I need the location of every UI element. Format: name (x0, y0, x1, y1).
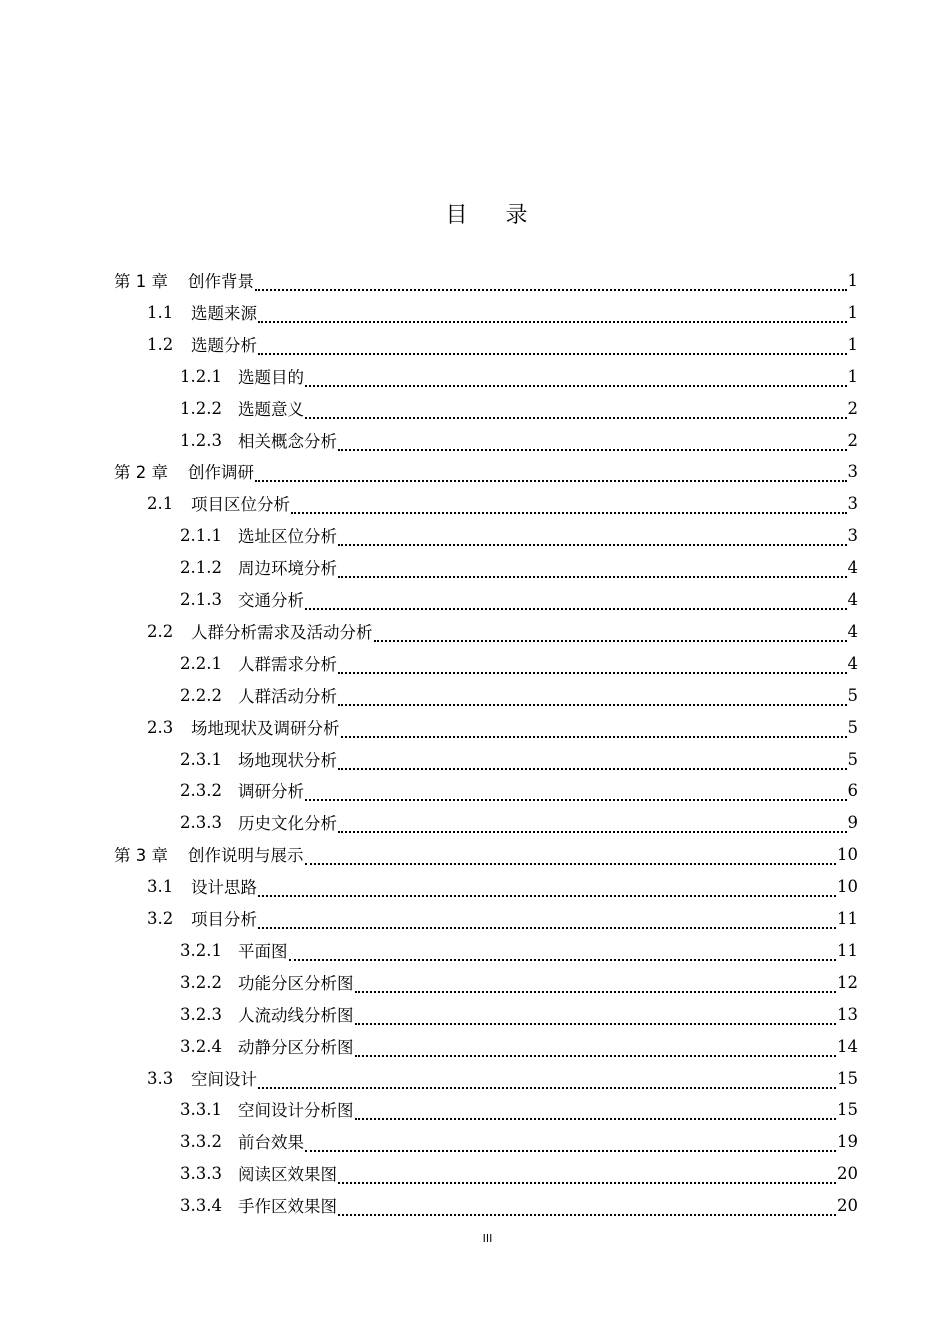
toc-entry-number: 3.3.3 (180, 1163, 222, 1183)
toc-entry[interactable] (180, 1093, 858, 1125)
toc-entry-label: 创作背景 (188, 272, 254, 291)
toc-entry-number: 1.2 (147, 334, 174, 354)
toc-dot-leader (338, 1200, 836, 1216)
toc-entry-number: 3.2.2 (180, 972, 222, 992)
toc-entry[interactable] (180, 1157, 858, 1189)
toc-entry-page: 1 (847, 366, 858, 386)
toc-entry-label: 人群活动分析 (238, 687, 337, 706)
toc-entry[interactable] (147, 711, 858, 743)
toc-entry-number: 3.2.3 (180, 1004, 222, 1024)
toc-dot-leader (341, 722, 847, 738)
toc-entry[interactable] (180, 424, 858, 456)
toc-entry-page: 4 (847, 557, 858, 577)
toc-dot-leader (255, 275, 847, 291)
toc-entry-page: 4 (847, 621, 858, 641)
page-title: 目 录 (445, 203, 530, 228)
toc-entry-number: 2.1.1 (180, 525, 222, 545)
toc-entry-number: 2.3.3 (180, 812, 222, 832)
toc-dot-leader (258, 881, 836, 897)
toc-entry-page: 13 (837, 1004, 858, 1024)
toc-entry[interactable] (180, 998, 858, 1030)
toc-entry[interactable] (180, 934, 858, 966)
toc-entry-number: 2.2.2 (180, 685, 222, 705)
toc-entry[interactable] (180, 519, 858, 551)
toc-entry-page: 5 (847, 685, 858, 705)
toc-entry-number: 3.1 (147, 876, 174, 896)
toc-entry[interactable] (180, 806, 858, 838)
toc-entry-number: 3.2.1 (180, 940, 222, 960)
toc-dot-leader (355, 1104, 837, 1120)
toc-entry[interactable] (114, 455, 858, 487)
toc-entry-page: 1 (847, 302, 858, 322)
toc-entry-label: 项目分析 (191, 910, 257, 929)
toc-entry-label: 选题分析 (191, 336, 257, 355)
toc-entry-page: 14 (837, 1036, 858, 1056)
toc-entry-number: 2.2.1 (180, 653, 222, 673)
toc-entry-label: 相关概念分析 (238, 432, 337, 451)
toc-entry-page: 2 (847, 398, 858, 418)
toc-entry-page: 15 (837, 1068, 858, 1088)
toc-entry-label: 项目区位分析 (191, 495, 290, 514)
toc-entry-page: 3 (847, 525, 858, 545)
toc-entry-page: 15 (837, 1099, 858, 1119)
toc-entry-page: 3 (847, 461, 858, 481)
toc-entry[interactable] (180, 392, 858, 424)
toc-dot-leader (305, 594, 847, 610)
toc-entry-number: 3.3.2 (180, 1131, 222, 1151)
toc-dot-leader (374, 626, 847, 642)
toc-entry-number: 第 2 章 (114, 463, 168, 482)
toc-entry[interactable] (180, 1189, 858, 1221)
toc-entry-label: 周边环境分析 (238, 559, 337, 578)
toc-entry-page: 1 (847, 270, 858, 290)
toc-entry[interactable] (147, 328, 858, 360)
toc-entry-label: 调研分析 (238, 782, 304, 801)
toc-entry-number: 3.3.1 (180, 1099, 222, 1119)
toc-dot-leader (338, 817, 847, 833)
toc-entry-label: 选题目的 (238, 368, 304, 387)
toc-dot-leader (338, 658, 847, 674)
toc-dot-leader (338, 530, 847, 546)
toc-entry[interactable] (180, 583, 858, 615)
toc-dot-leader (305, 849, 837, 865)
toc-entry-label: 人群需求分析 (238, 655, 337, 674)
toc-entry-page: 5 (847, 749, 858, 769)
toc-dot-leader (355, 1041, 837, 1057)
toc-entry-number: 2.2 (147, 621, 174, 641)
toc-dot-leader (258, 339, 847, 355)
toc-dot-leader (338, 435, 847, 451)
toc-entry-label: 平面图 (238, 942, 288, 961)
toc-dot-leader (305, 1136, 836, 1152)
toc-entry[interactable] (180, 1125, 858, 1157)
toc-entry[interactable] (147, 1062, 858, 1094)
toc-entry[interactable] (180, 1030, 858, 1062)
toc-entry-number: 2.1 (147, 493, 174, 513)
toc-entry-label: 空间设计 (191, 1070, 257, 1089)
toc-entry[interactable] (114, 264, 858, 296)
toc-entry-page: 9 (847, 812, 858, 832)
toc-dot-leader (305, 785, 847, 801)
toc-entry[interactable] (180, 647, 858, 679)
toc-entry-label: 选址区位分析 (238, 527, 337, 546)
toc-entry-label: 人流动线分析图 (238, 1006, 354, 1025)
toc-entry-number: 1.2.3 (180, 430, 222, 450)
toc-dot-leader (338, 690, 847, 706)
page-number-footer: III (482, 1232, 493, 1245)
toc-entry-number: 第 1 章 (114, 272, 168, 291)
toc-entry-label: 创作调研 (188, 463, 254, 482)
toc-entry-page: 6 (847, 780, 858, 800)
toc-entry[interactable] (147, 615, 858, 647)
toc-entry-label: 人群分析需求及活动分析 (191, 623, 373, 642)
toc-entry-label: 设计思路 (191, 878, 257, 897)
toc-entry[interactable] (147, 487, 858, 519)
toc-dot-leader (291, 498, 847, 514)
toc-entry-label: 功能分区分析图 (238, 974, 354, 993)
toc-entry-page: 11 (837, 908, 858, 928)
toc-entry-label: 交通分析 (238, 591, 304, 610)
toc-entry-label: 创作说明与展示 (188, 846, 304, 865)
toc-entry-page: 2 (847, 430, 858, 450)
toc-entry-page: 10 (837, 876, 858, 896)
toc-dot-leader (355, 977, 837, 993)
toc-dot-leader (258, 913, 836, 929)
toc-entry-number: 3.3.4 (180, 1195, 222, 1215)
toc-entry-number: 2.1.3 (180, 589, 222, 609)
toc-entry-number: 2.3.2 (180, 780, 222, 800)
toc-entry-number: 第 3 章 (114, 846, 168, 865)
toc-entry-label: 手作区效果图 (238, 1197, 337, 1216)
toc-dot-leader (338, 562, 847, 578)
toc-entry-page: 20 (837, 1163, 858, 1183)
toc-entry-number: 1.2.1 (180, 366, 222, 386)
toc-dot-leader (289, 945, 837, 961)
toc-entry-number: 3.3 (147, 1068, 174, 1088)
toc-entry-page: 1 (847, 334, 858, 354)
toc-entry[interactable] (114, 838, 858, 870)
toc-entry-label: 历史文化分析 (238, 814, 337, 833)
toc-entry[interactable] (180, 551, 858, 583)
toc-entry-page: 20 (837, 1195, 858, 1215)
toc-entry-page: 11 (837, 940, 858, 960)
toc-entry-page: 12 (837, 972, 858, 992)
toc-dot-leader (355, 1009, 837, 1025)
toc-entry-number: 1.1 (147, 302, 174, 322)
toc-entry[interactable] (147, 870, 858, 902)
toc-entry-label: 空间设计分析图 (238, 1101, 354, 1120)
toc-entry-page: 4 (847, 653, 858, 673)
toc-dot-leader (338, 754, 847, 770)
toc-entry[interactable] (147, 296, 858, 328)
toc-dot-leader (258, 1073, 836, 1089)
toc-dot-leader (258, 307, 847, 323)
toc-entry-page: 10 (837, 844, 858, 864)
toc-entry-label: 阅读区效果图 (238, 1165, 337, 1184)
toc-entry-number: 3.2 (147, 908, 174, 928)
toc-entry-number: 1.2.2 (180, 398, 222, 418)
toc-entry-label: 选题来源 (191, 304, 257, 323)
toc-entry-number: 2.1.2 (180, 557, 222, 577)
toc-entry[interactable] (147, 902, 858, 934)
toc-entry[interactable] (180, 774, 858, 806)
toc-entry-label: 场地现状及调研分析 (191, 719, 340, 738)
toc-entry-page: 19 (837, 1131, 858, 1151)
toc-dot-leader (305, 371, 847, 387)
toc-entry-page: 3 (847, 493, 858, 513)
toc-entry-number: 2.3 (147, 717, 174, 737)
toc-entry[interactable] (180, 679, 858, 711)
toc-entry-label: 场地现状分析 (238, 751, 337, 770)
toc-dot-leader (305, 403, 847, 419)
toc-entry-label: 动静分区分析图 (238, 1038, 354, 1057)
toc-entry[interactable] (180, 360, 858, 392)
toc-entry[interactable] (180, 743, 858, 775)
toc-entry-page: 4 (847, 589, 858, 609)
toc-dot-leader (255, 466, 847, 482)
toc-entry-label: 选题意义 (238, 400, 304, 419)
toc-entry[interactable] (180, 966, 858, 998)
toc-entry-label: 前台效果 (238, 1133, 304, 1152)
toc-entry-page: 5 (847, 717, 858, 737)
toc-entry-number: 3.2.4 (180, 1036, 222, 1056)
toc-entry-number: 2.3.1 (180, 749, 222, 769)
toc-dot-leader (338, 1168, 836, 1184)
